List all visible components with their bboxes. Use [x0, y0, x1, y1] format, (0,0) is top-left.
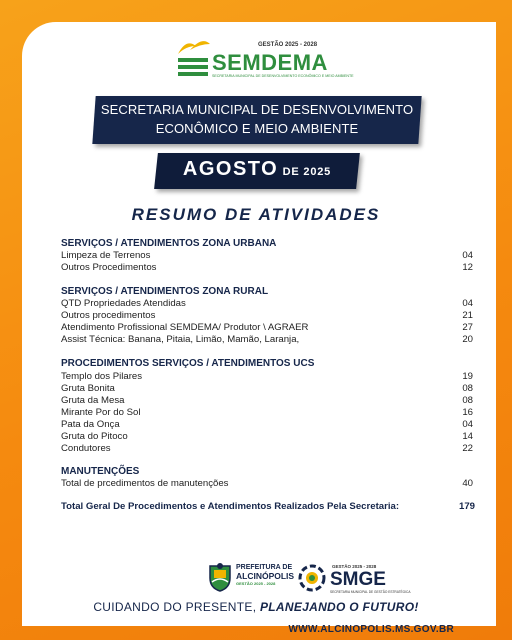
- item-label: Templo dos Pilares: [61, 371, 143, 382]
- item-label: Condutores: [61, 443, 111, 454]
- tagline-start: CUIDANDO DO PRESENTE,: [93, 600, 257, 614]
- list-item: [61, 419, 473, 431]
- item-label: Limpeza de Terrenos: [61, 250, 151, 261]
- logo-subtitle: SECRETARIA MUNICIPAL DE DESENVOLVIMENTO ECONÔMICO E MEIO AMBIENTE: [212, 74, 354, 78]
- item-value: 08: [462, 395, 473, 406]
- page-heading: RESUMO DE ATIVIDADES: [131, 205, 381, 224]
- item-value: 40: [462, 478, 473, 489]
- list-item: [61, 334, 473, 346]
- item-label: Gruta do Pitoco: [61, 431, 128, 442]
- banner-title: [94, 100, 420, 138]
- item-label: Gruta da Mesa: [61, 395, 125, 406]
- item-value: 22: [462, 443, 473, 454]
- list-item: [61, 431, 473, 443]
- website-link[interactable]: WWW.ALCINOPOLIS.MS.GOV.BR: [288, 624, 454, 635]
- smge-gestao: GESTÃO 2025 - 2028: [332, 564, 377, 569]
- section-title: MANUTENÇÕES: [61, 466, 140, 477]
- tagline-emphasis: PLANEJANDO O FUTURO!: [259, 600, 419, 614]
- item-label: Pata da Onça: [61, 419, 120, 430]
- tagline: [0, 600, 512, 614]
- prefeitura-line-2: ALCINÓPOLIS: [236, 571, 295, 581]
- item-value: 04: [462, 419, 473, 430]
- smge-subtitle: SECRETARIA MUNICIPAL DE GESTÃO ESTRATÉGICA: [330, 590, 411, 594]
- list-item: [61, 371, 473, 383]
- item-label: Atendimento Profissional SEMDEMA/ Produtor \ AGRAER: [61, 322, 309, 333]
- item-label: QTD Propriedades Atendidas: [61, 298, 186, 309]
- item-value: 04: [462, 250, 473, 261]
- section-title: SERVIÇOS / ATENDIMENTOS ZONA RURAL: [61, 286, 269, 297]
- item-value: 20: [462, 334, 473, 345]
- banner-line-2: ECONÔMICO E MEIO AMBIENTE: [155, 121, 359, 136]
- list-item: [61, 383, 473, 395]
- period-month: AGOSTO: [182, 158, 279, 180]
- logo-gestao: GESTÃO 2025 - 2028: [258, 42, 318, 48]
- item-value: 21: [462, 310, 473, 321]
- item-value: 12: [462, 262, 473, 273]
- period-year: DE 2025: [282, 166, 332, 178]
- list-item: [61, 407, 473, 419]
- item-value: 27: [462, 322, 473, 333]
- item-label: Total de prcedimentos de manutenções: [61, 478, 229, 489]
- item-label: Mirante Por do Sol: [61, 407, 141, 418]
- prefeitura-logo-text: [236, 564, 294, 588]
- item-value: 19: [462, 371, 473, 382]
- list-item: [61, 262, 473, 274]
- list-item: [61, 478, 473, 490]
- list-item: [61, 395, 473, 407]
- item-value: 08: [462, 383, 473, 394]
- prefeitura-line-1: PREFEITURA DE: [236, 564, 293, 571]
- prefeitura-gestao: GESTÃO 2025 - 2028: [236, 581, 276, 586]
- prefeitura-crest-icon: [206, 562, 234, 592]
- logo-name: SEMDEMA: [212, 50, 328, 75]
- list-item: [61, 322, 473, 334]
- list-item: [61, 443, 473, 455]
- item-label: Outros procedimentos: [61, 310, 156, 321]
- item-label: Gruta Bonita: [61, 383, 115, 394]
- list-item: [61, 250, 473, 262]
- total-label: Total Geral De Procedimentos e Atendimentos Realizados Pela Secretaria:: [61, 501, 400, 512]
- section-title: PROCEDIMENTOS SERVIÇOS / ATENDIMENTOS UCS: [61, 358, 315, 369]
- list-item: [61, 310, 473, 322]
- smge-emblem-icon: [298, 564, 326, 592]
- section-title: SERVIÇOS / ATENDIMENTOS ZONA URBANA: [61, 238, 277, 249]
- item-label: Outros Procedimentos: [61, 262, 157, 273]
- item-label: Assist Técnica: Banana, Pitaia, Limão, Mamão, Laranja,: [61, 334, 300, 345]
- total-value: 179: [458, 501, 475, 512]
- item-value: 16: [462, 407, 473, 418]
- item-value: 04: [462, 298, 473, 309]
- list-item: [61, 298, 473, 310]
- item-value: 14: [462, 431, 473, 442]
- banner-line-1: SECRETARIA MUNICIPAL DE DESENVOLVIMENTO: [100, 102, 414, 117]
- period: [156, 158, 358, 181]
- smge-name: SMGE: [330, 569, 386, 590]
